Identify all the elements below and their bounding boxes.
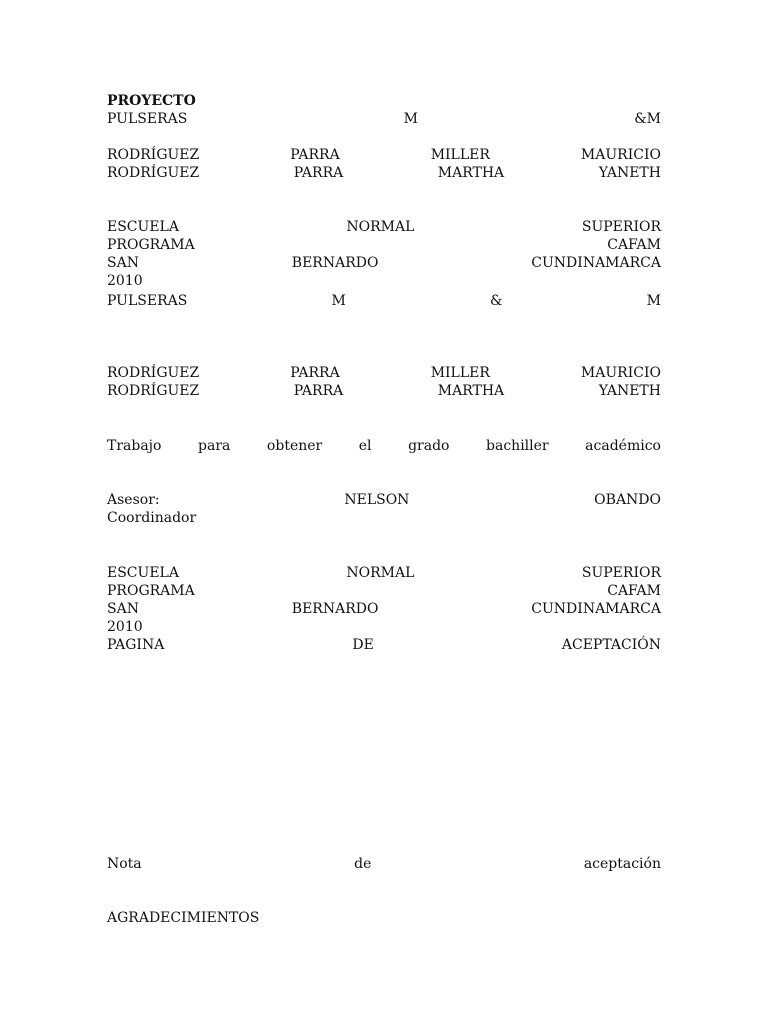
- word: YANETH: [598, 383, 661, 399]
- word: académico: [585, 438, 661, 454]
- word: ACEPTACIÓN: [561, 637, 661, 653]
- word: CAFAM: [607, 583, 661, 599]
- word: grado: [408, 438, 450, 454]
- word: PARRA: [293, 383, 344, 399]
- word: RODRÍGUEZ: [107, 165, 200, 181]
- word: YANETH: [598, 165, 661, 181]
- word: PULSERAS: [107, 111, 188, 127]
- word: PARRA: [293, 165, 344, 181]
- word: RODRÍGUEZ: [107, 147, 200, 163]
- document-title: [107, 92, 661, 110]
- word: 2010: [107, 273, 143, 289]
- word: el: [358, 438, 372, 454]
- text-line: [107, 855, 661, 873]
- word: BERNARDO: [291, 255, 379, 271]
- word: M: [331, 293, 346, 309]
- word: PAGINA: [107, 637, 165, 653]
- word: de: [354, 856, 372, 872]
- word: RODRÍGUEZ: [107, 365, 200, 381]
- word: &M: [634, 111, 661, 127]
- word: PROGRAMA: [107, 237, 195, 253]
- word: BERNARDO: [291, 601, 379, 617]
- word: aceptación: [583, 856, 661, 872]
- word: NELSON: [344, 492, 410, 508]
- word: OBANDO: [594, 492, 661, 508]
- text-line: [107, 618, 661, 636]
- word: MILLER: [430, 365, 490, 381]
- text-line: [107, 909, 661, 927]
- word: para: [198, 438, 231, 454]
- text-line: [107, 437, 661, 455]
- text-line: [107, 491, 661, 509]
- word: ESCUELA: [107, 219, 179, 235]
- text-line: [107, 254, 661, 272]
- word: MAURICIO: [580, 365, 661, 381]
- text-line: [107, 382, 661, 400]
- word: DE: [352, 637, 374, 653]
- word: NORMAL: [346, 565, 415, 581]
- text-line: [107, 236, 661, 254]
- text-line: [107, 164, 661, 182]
- word: SUPERIOR: [581, 565, 661, 581]
- word: CUNDINAMARCA: [531, 601, 661, 617]
- word: NORMAL: [346, 219, 415, 235]
- text-line: [107, 564, 661, 582]
- text-line: [107, 600, 661, 618]
- word: MARTHA: [437, 383, 505, 399]
- word: ESCUELA: [107, 565, 179, 581]
- text-line: [107, 509, 661, 527]
- word: CUNDINAMARCA: [531, 255, 661, 271]
- word: SUPERIOR: [581, 219, 661, 235]
- word: &: [490, 293, 503, 309]
- word: M: [646, 293, 661, 309]
- word: PULSERAS: [107, 293, 188, 309]
- text-line: [107, 582, 661, 600]
- text-line: [107, 218, 661, 236]
- word: PARRA: [290, 147, 340, 163]
- word: SAN: [107, 255, 139, 271]
- word: obtener: [266, 438, 323, 454]
- word: SAN: [107, 601, 139, 617]
- word: Asesor:: [107, 492, 160, 508]
- word: PROGRAMA: [107, 583, 195, 599]
- text-line: [107, 146, 661, 164]
- text-line: [107, 110, 661, 128]
- word: PARRA: [290, 365, 340, 381]
- word: CAFAM: [607, 237, 661, 253]
- text-line: [107, 292, 661, 310]
- text-line: [107, 364, 661, 382]
- word: bachiller: [486, 438, 549, 454]
- word: Nota: [107, 856, 142, 872]
- word: RODRÍGUEZ: [107, 383, 200, 399]
- word: MAURICIO: [580, 147, 661, 163]
- word: 2010: [107, 619, 143, 635]
- word: MARTHA: [437, 165, 505, 181]
- word: Trabajo: [107, 438, 162, 454]
- word: M: [403, 111, 418, 127]
- word: MILLER: [430, 147, 490, 163]
- word: Coordinador: [107, 510, 197, 526]
- word: AGRADECIMIENTOS: [107, 910, 260, 926]
- text-line: [107, 636, 661, 654]
- text-line: [107, 272, 661, 290]
- title-text: PROYECTO: [107, 93, 196, 109]
